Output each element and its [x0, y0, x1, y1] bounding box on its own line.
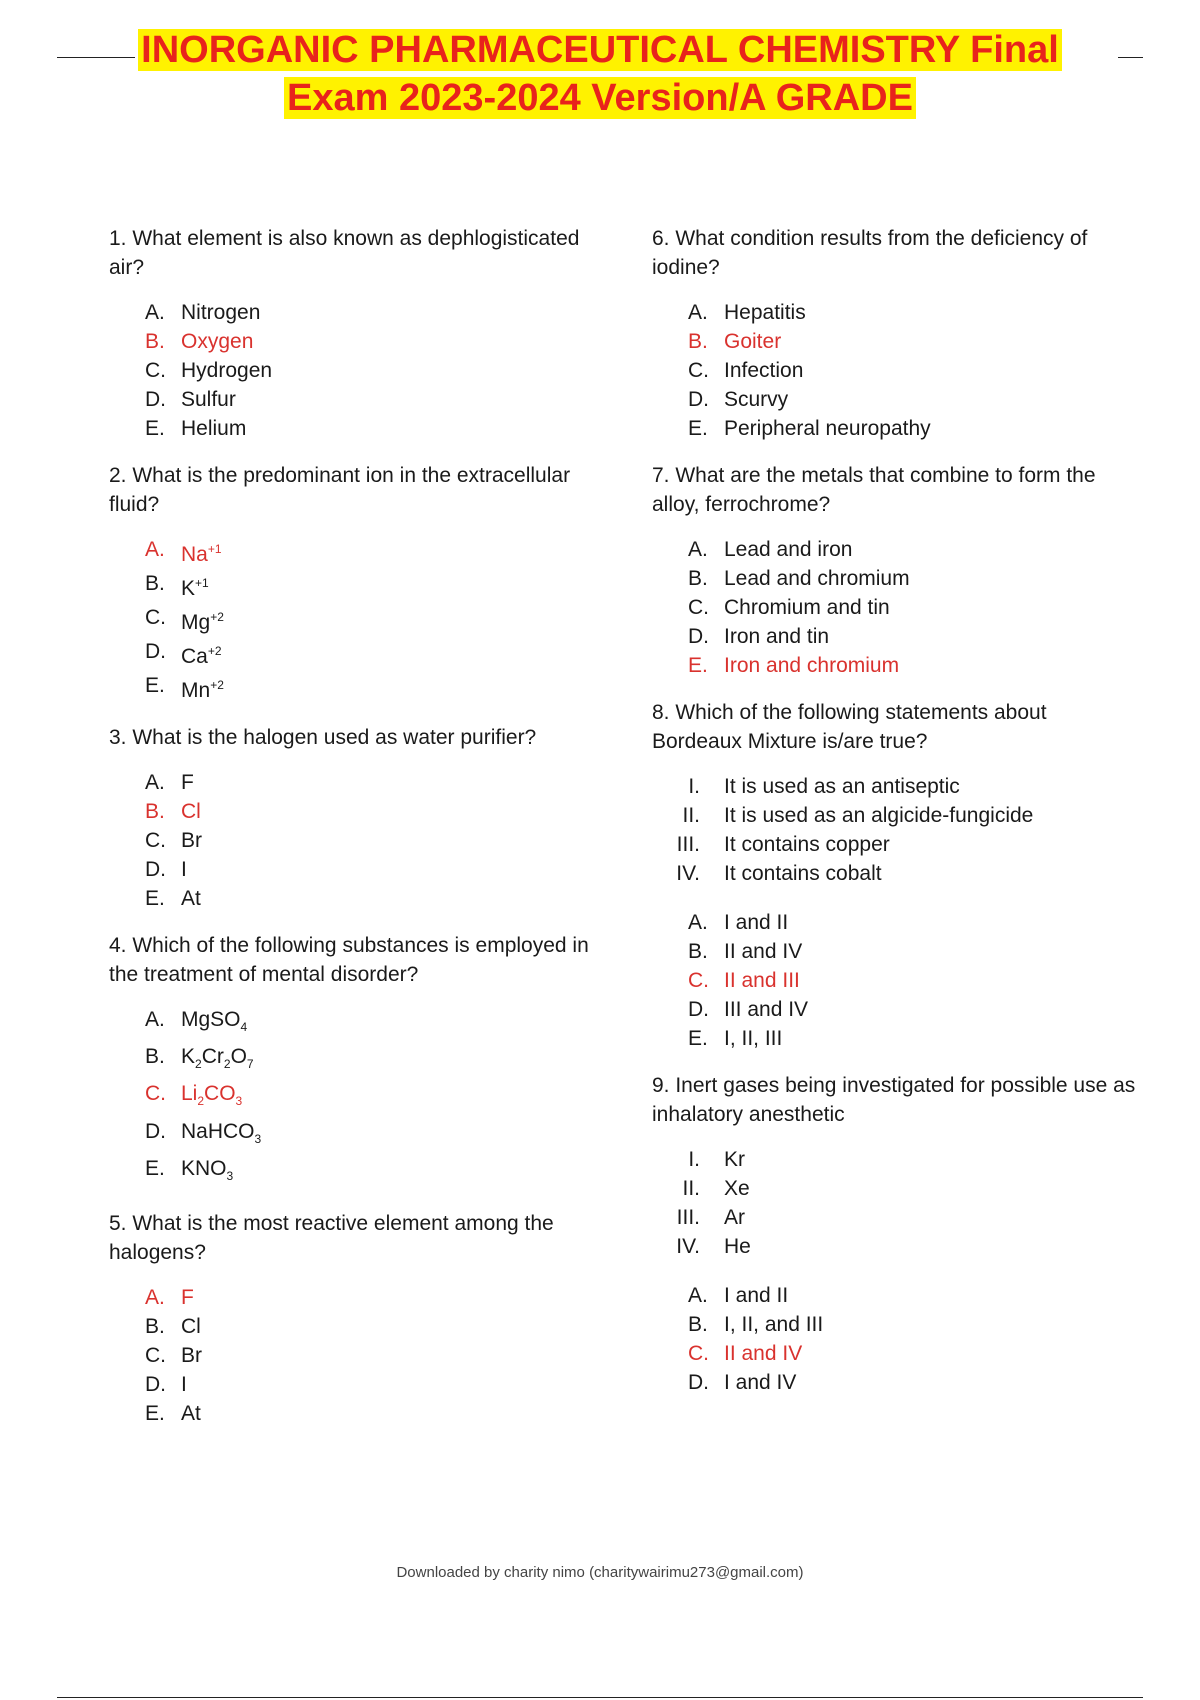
option-label — [724, 414, 931, 443]
option-label — [724, 1310, 823, 1339]
option-text: Br — [181, 1343, 202, 1367]
option-text: Mn — [181, 679, 211, 702]
option-label — [181, 1079, 242, 1116]
option-letter: E. — [145, 1401, 165, 1425]
option-list — [109, 1283, 599, 1428]
option-label — [181, 1005, 247, 1042]
correct-option — [652, 966, 1142, 995]
option-label — [181, 1370, 187, 1399]
option-letter: D. — [688, 388, 709, 411]
option-letter: C. — [688, 1342, 709, 1365]
option-list — [652, 535, 1142, 680]
question-1 — [109, 224, 599, 443]
option-label — [724, 385, 788, 414]
option-text: Nitrogen — [181, 301, 261, 324]
option-letter: B. — [688, 330, 708, 353]
option-label — [724, 908, 788, 937]
option-letter: D. — [145, 1372, 166, 1396]
option-text: Ca — [181, 645, 208, 668]
option-text: Scurvy — [724, 388, 789, 411]
formula-part: CO — [204, 1082, 236, 1106]
formula-part: 2 — [195, 1057, 202, 1072]
statement-label: He — [724, 1235, 751, 1258]
option-list — [109, 1005, 599, 1191]
formula-part: 3 — [254, 1131, 262, 1146]
answer-option — [652, 298, 1142, 327]
option-text: Mg — [181, 611, 211, 634]
option-label — [181, 1117, 261, 1154]
formula-part: 3 — [235, 1094, 243, 1109]
question-text: 3. What is the halogen used as water purifier? — [109, 726, 537, 749]
charge-superscript: +2 — [207, 644, 222, 658]
correct-option — [652, 651, 1142, 680]
option-text: I and IV — [724, 1371, 797, 1394]
statement-item — [652, 801, 1142, 830]
question-7 — [652, 461, 1142, 680]
answer-option — [109, 1370, 599, 1399]
charge-superscript: +2 — [210, 610, 224, 624]
option-letter: D. — [145, 858, 166, 881]
option-text: Chromium and tin — [724, 596, 890, 619]
option-text: Lead and iron — [724, 538, 853, 561]
option-text: Sulfur — [181, 388, 236, 411]
option-label — [724, 564, 910, 593]
option-letter: D. — [688, 625, 709, 648]
option-letter: B. — [145, 1314, 165, 1338]
option-label — [724, 651, 899, 680]
question-text: 4. Which of the following substances is employed in the treatment of mental disorder? — [109, 934, 589, 986]
statement-numeral: III. — [676, 833, 700, 856]
statement-item — [652, 772, 1142, 801]
charge-superscript: +2 — [210, 678, 224, 692]
option-text: I — [181, 1372, 187, 1396]
answer-option — [109, 356, 599, 385]
option-letter: A. — [688, 301, 708, 324]
option-label — [181, 385, 236, 414]
option-letter: C. — [145, 829, 166, 852]
option-letter: E. — [688, 654, 708, 677]
option-letter: D. — [688, 998, 709, 1021]
option-text: Cl — [181, 800, 201, 823]
option-letter: B. — [145, 1045, 165, 1069]
option-label — [181, 797, 201, 826]
option-list — [109, 768, 599, 913]
option-label — [181, 1312, 201, 1341]
option-text: Hydrogen — [181, 359, 273, 382]
option-letter: A. — [145, 1285, 165, 1309]
option-letter: A. — [145, 301, 165, 324]
statement-label: It is used as an algicide-fungicide — [724, 804, 1034, 827]
statement-item — [652, 1145, 1142, 1174]
option-letter: C. — [145, 1343, 166, 1367]
option-label — [724, 622, 829, 651]
option-text: Helium — [181, 417, 247, 440]
answer-option — [109, 414, 599, 443]
answer-option — [109, 826, 599, 855]
option-list — [109, 298, 599, 443]
right-column — [652, 224, 1142, 1415]
statement-label: It contains copper — [724, 833, 890, 856]
option-letter: C. — [145, 359, 166, 382]
question-text: 9. Inert gases being investigated for possible use as inhalatory anesthetic — [652, 1074, 1136, 1126]
answer-option — [652, 593, 1142, 622]
option-label — [724, 1024, 782, 1053]
answer-option — [652, 908, 1142, 937]
answer-option — [109, 603, 599, 637]
option-text: Hepatitis — [724, 301, 806, 324]
option-label — [724, 995, 808, 1024]
answer-option — [652, 1281, 1142, 1310]
option-letter: A. — [145, 771, 165, 794]
option-letter: C. — [688, 969, 709, 992]
option-letter: D. — [145, 1119, 166, 1143]
correct-option — [109, 797, 599, 826]
answer-option — [109, 768, 599, 797]
statement-label: Ar — [724, 1206, 745, 1229]
answer-option — [109, 1399, 599, 1428]
answer-option — [652, 535, 1142, 564]
answer-option — [109, 1312, 599, 1341]
answer-option — [652, 622, 1142, 651]
option-letter: B. — [688, 1313, 708, 1336]
answer-option — [652, 1024, 1142, 1053]
statement-numeral: II. — [682, 804, 700, 827]
option-list — [109, 535, 599, 705]
answer-option — [109, 1117, 599, 1154]
answer-option — [109, 637, 599, 671]
option-label — [181, 855, 187, 884]
option-letter: D. — [145, 640, 166, 663]
question-5 — [109, 1209, 599, 1428]
option-label — [181, 569, 209, 603]
option-label — [181, 1283, 194, 1312]
option-label — [181, 327, 253, 356]
question-text: 2. What is the predominant ion in the extracellular fluid? — [109, 464, 571, 516]
option-label — [181, 637, 222, 671]
answer-option — [652, 1310, 1142, 1339]
option-label — [181, 884, 201, 913]
question-2 — [109, 461, 599, 705]
option-label — [181, 1154, 233, 1191]
formula-part: MgSO — [181, 1008, 241, 1031]
formula-part: 2 — [197, 1094, 205, 1109]
option-letter: B. — [688, 940, 708, 963]
option-label — [181, 671, 224, 705]
option-list — [652, 298, 1142, 443]
option-text: Infection — [724, 359, 804, 382]
option-label — [724, 966, 800, 995]
option-text: At — [181, 887, 201, 910]
statement-item — [652, 1232, 1142, 1261]
option-text: III and IV — [724, 998, 809, 1021]
statement-item — [652, 859, 1142, 888]
option-label — [181, 1042, 254, 1079]
statement-label: Xe — [724, 1177, 750, 1200]
option-label — [724, 1368, 796, 1397]
statement-numeral: I. — [688, 1148, 700, 1171]
option-letter: E. — [688, 1027, 708, 1050]
formula-part: 7 — [246, 1057, 254, 1072]
document-title — [0, 26, 1200, 122]
option-label — [181, 414, 246, 443]
formula-part: O — [230, 1045, 247, 1069]
statement-label: Kr — [724, 1148, 745, 1171]
formula-part: Cr — [201, 1045, 224, 1069]
option-label — [181, 298, 260, 327]
answer-option — [652, 414, 1142, 443]
formula-part: NaHCO — [181, 1119, 255, 1143]
option-label — [181, 603, 224, 637]
charge-superscript: +1 — [195, 576, 209, 590]
option-label — [724, 298, 806, 327]
option-label — [181, 768, 194, 797]
answer-option — [109, 884, 599, 913]
option-label — [724, 356, 803, 385]
option-text: Oxygen — [181, 330, 254, 353]
option-letter: D. — [688, 1371, 709, 1394]
option-letter: A. — [145, 1008, 165, 1031]
question-text: 8. Which of the following statements about Bordeaux Mixture is/are true? — [652, 701, 1047, 753]
answer-option — [109, 671, 599, 705]
option-text: Peripheral neuropathy — [724, 417, 931, 440]
option-label — [724, 535, 852, 564]
option-text: Iron and tin — [724, 625, 830, 648]
statement-list — [652, 1145, 1142, 1261]
correct-option — [109, 327, 599, 356]
statement-numeral: III. — [676, 1206, 700, 1229]
option-text: At — [181, 1401, 201, 1425]
question-4 — [109, 931, 599, 1191]
option-text: F — [181, 771, 194, 794]
option-letter: C. — [145, 606, 166, 629]
question-text: 6. What condition results from the deficiency of iodine? — [652, 227, 1088, 279]
statement-item — [652, 1203, 1142, 1232]
formula-part: Li — [181, 1082, 198, 1106]
option-text: Cl — [181, 1314, 201, 1338]
option-label — [181, 535, 222, 569]
question-9 — [652, 1071, 1142, 1397]
answer-option — [652, 995, 1142, 1024]
option-letter: E. — [145, 1156, 165, 1180]
answer-option — [652, 356, 1142, 385]
question-text: 7. What are the metals that combine to form the alloy, ferrochrome? — [652, 464, 1096, 516]
statement-label: It is used as an antiseptic — [724, 775, 960, 798]
option-letter: B. — [145, 800, 165, 823]
option-label — [724, 1339, 802, 1368]
answer-option — [652, 564, 1142, 593]
option-list — [652, 1281, 1142, 1397]
answer-option — [652, 385, 1142, 414]
option-text: Iron and chromium — [724, 654, 900, 677]
question-6 — [652, 224, 1142, 443]
option-letter: E. — [145, 887, 165, 910]
answer-option — [652, 937, 1142, 966]
option-text: I — [181, 858, 187, 881]
question-text: 1. What element is also known as dephlogisticated air? — [109, 227, 580, 279]
answer-option — [109, 855, 599, 884]
statement-numeral: IV. — [676, 1235, 700, 1258]
option-letter: C. — [688, 596, 709, 619]
title-line-1: INORGANIC PHARMACEUTICAL CHEMISTRY Final — [138, 29, 1062, 71]
correct-option — [109, 1079, 599, 1116]
statement-list — [652, 772, 1142, 888]
formula-part: 4 — [240, 1020, 248, 1035]
option-letter: E. — [688, 417, 708, 440]
answer-option — [109, 298, 599, 327]
formula-part: K — [181, 1045, 196, 1069]
option-letter: D. — [145, 388, 166, 411]
download-footer: Downloaded by charity nimo (charitywairimu273@gmail.com) — [396, 1564, 804, 1581]
answer-option — [109, 1005, 599, 1042]
option-text: K — [181, 577, 196, 600]
answer-option — [109, 1341, 599, 1370]
answer-option — [109, 569, 599, 603]
option-letter: A. — [688, 911, 708, 934]
question-text: 5. What is the most reactive element among the halogens? — [109, 1211, 554, 1264]
option-letter: B. — [688, 567, 708, 590]
option-text: I, II, and III — [724, 1313, 824, 1336]
option-letter: E. — [145, 417, 165, 440]
option-text: I and II — [724, 1284, 789, 1307]
option-label — [181, 1341, 202, 1370]
option-text: Lead and chromium — [724, 567, 910, 590]
statement-label: It contains cobalt — [724, 862, 882, 885]
answer-option — [652, 1368, 1142, 1397]
option-list — [652, 908, 1142, 1053]
option-label — [724, 1281, 788, 1310]
option-letter: C. — [688, 359, 709, 382]
option-label — [181, 1399, 201, 1428]
statement-numeral: IV. — [676, 862, 700, 885]
option-text: F — [181, 1285, 194, 1309]
option-text: I, II, III — [724, 1027, 783, 1050]
formula-part: KNO — [181, 1156, 227, 1180]
correct-option — [652, 327, 1142, 356]
option-label — [181, 356, 272, 385]
option-label — [724, 937, 802, 966]
charge-superscript: +1 — [207, 542, 222, 556]
option-text: II and III — [724, 969, 800, 992]
option-text: Na — [181, 543, 208, 566]
option-text: II and IV — [724, 940, 803, 963]
option-letter: A. — [145, 538, 165, 561]
option-letter: B. — [145, 330, 165, 353]
option-label — [724, 327, 781, 356]
option-label — [724, 593, 890, 622]
option-letter: A. — [688, 538, 708, 561]
option-letter: A. — [688, 1284, 708, 1307]
option-label — [181, 826, 202, 855]
option-text: II and IV — [724, 1342, 803, 1365]
page-bottom-rule — [57, 1697, 1143, 1698]
left-column — [109, 224, 599, 1446]
answer-option — [109, 1042, 599, 1079]
option-letter: E. — [145, 674, 165, 697]
option-text: Br — [181, 829, 202, 852]
option-text: I and II — [724, 911, 789, 934]
answer-option — [109, 385, 599, 414]
correct-option — [652, 1339, 1142, 1368]
statement-numeral: I. — [688, 775, 700, 798]
question-8 — [652, 698, 1142, 1053]
statement-item — [652, 830, 1142, 859]
formula-part: 2 — [223, 1057, 231, 1072]
title-line-2: Exam 2023-2024 Version/A GRADE — [284, 77, 916, 119]
correct-option — [109, 535, 599, 569]
statement-numeral: II. — [682, 1177, 700, 1200]
formula-part: 3 — [226, 1168, 234, 1183]
correct-option — [109, 1283, 599, 1312]
option-letter: B. — [145, 572, 165, 595]
answer-option — [109, 1154, 599, 1191]
option-letter: C. — [145, 1082, 166, 1106]
question-3 — [109, 723, 599, 913]
statement-item — [652, 1174, 1142, 1203]
option-text: Goiter — [724, 330, 782, 353]
